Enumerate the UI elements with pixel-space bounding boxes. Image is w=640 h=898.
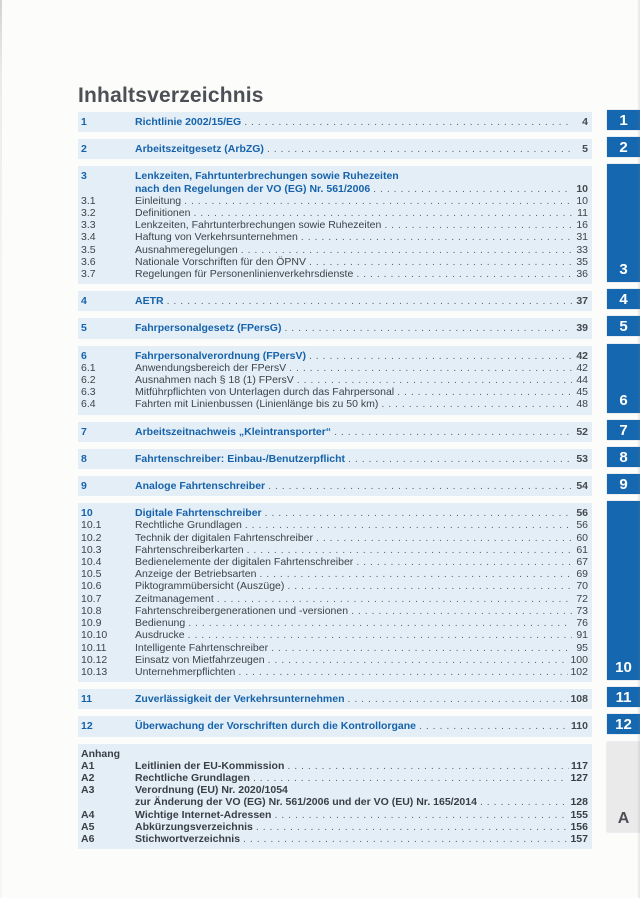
toc-entry [78, 195, 588, 207]
thumb-tab-4: 4 [607, 289, 640, 309]
toc-entry-number: 6 [81, 349, 87, 362]
toc-entry-number: 10.11 [81, 641, 107, 654]
toc-entry [78, 322, 588, 334]
toc-entry-page-number: 33 [576, 243, 588, 256]
toc-entry-page-number: 69 [576, 568, 588, 581]
toc-entry-page-number: 44 [576, 374, 588, 387]
toc-entry [78, 629, 588, 641]
toc-entry-line [135, 231, 588, 243]
toc-entry-title: Ausnahmen nach § 18 (1) FPersV [135, 374, 294, 387]
toc-entry [78, 593, 588, 605]
thumb-tab-6: 6 [607, 344, 640, 413]
toc-entry [78, 760, 588, 772]
toc-entry-page-number: 56 [576, 519, 588, 532]
dot-leader [287, 760, 569, 772]
toc-entry [78, 617, 588, 629]
toc-entry-page-number: 128 [570, 796, 588, 809]
toc-entry-line [135, 183, 588, 195]
toc-entry-page-number: 16 [576, 219, 588, 232]
toc-entry-title: Wichtige Internet-Adressen [135, 808, 272, 821]
toc-entry [78, 784, 588, 808]
toc-entry-line [135, 244, 588, 256]
toc-entry-line [135, 720, 588, 732]
toc-entry-line [135, 519, 588, 531]
toc-entry-page-number: 5 [582, 143, 588, 156]
toc-entry-number: A6 [81, 832, 95, 845]
toc-block-5 [78, 318, 592, 338]
dot-leader [268, 654, 569, 666]
toc-entry-line [135, 507, 588, 519]
toc-entry-number: 10.13 [81, 665, 108, 678]
toc-entry [78, 398, 588, 410]
toc-entry-number: 3.2 [81, 207, 96, 220]
toc-entry-line [135, 116, 588, 128]
toc-entry [78, 654, 588, 666]
toc-entry-title: Fahrtenschreiberkarten [135, 543, 244, 556]
thumb-tab-3: 3 [607, 164, 640, 282]
toc-entry-number: 11 [81, 693, 93, 706]
toc-entry-title: Nationale Vorschriften für den ÖPNV [135, 255, 307, 268]
toc-entry-number: 6.4 [81, 398, 96, 411]
toc-entry-page-number: 156 [570, 820, 588, 833]
thumb-tab-10: 10 [607, 501, 640, 680]
dot-leader [267, 143, 572, 155]
toc-block-4 [78, 291, 592, 311]
toc-entry-line [135, 374, 588, 386]
toc-entry-line [135, 295, 588, 307]
toc-entry-title: Fahrpersonalverordnung (FPersV) [135, 349, 306, 362]
toc-entry-number: 6.2 [81, 374, 96, 387]
toc-block-A [78, 744, 592, 850]
toc-entry-title: Anwendungsbereich der FPersV [135, 361, 287, 374]
toc-entry-line [135, 772, 588, 784]
toc-entry-line [135, 532, 588, 544]
dot-leader [334, 426, 572, 438]
toc-entry-page-number: 10 [576, 182, 588, 195]
thumb-tab-11: 11 [607, 687, 640, 707]
toc-entry-title: nach den Regelungen der VO (EG) Nr. 561/2006 [135, 182, 371, 195]
toc-entry-line [135, 617, 588, 629]
toc-block-9 [78, 476, 592, 496]
toc-entry-line [135, 256, 588, 268]
toc-section-label [78, 748, 588, 760]
toc-entry [78, 693, 588, 705]
toc-entry-number: 3 [81, 170, 87, 183]
toc-entry-title: Lenkzeiten, Fahrtunterbrechungen sowie Ruhezeiten [135, 219, 382, 232]
toc-entry-title: Bedienung [135, 617, 186, 630]
toc-entry-title: Unternehmerpflichten [135, 665, 236, 678]
toc-entry-number: 10.4 [81, 556, 102, 569]
toc-entry-number: 2 [81, 143, 87, 156]
toc-entry-title: Haftung von Verkehrsunternehmen [135, 231, 298, 244]
toc-block-1 [78, 112, 592, 132]
dot-leader [265, 507, 572, 519]
toc-entry [78, 833, 588, 845]
dot-leader [351, 605, 572, 617]
toc-entry-line [135, 350, 588, 362]
thumb-tab-8: 8 [607, 447, 640, 467]
toc-entry-line [135, 207, 588, 219]
dot-leader [245, 519, 572, 531]
dot-leader [301, 231, 572, 243]
toc-entry-title: Fahrtenschreiber: Einbau-/Benutzerpflicht [135, 452, 346, 465]
toc-entry-line [135, 544, 588, 556]
toc-entry-page-number: 31 [576, 231, 588, 244]
toc-entry-page-number: 108 [570, 693, 588, 706]
toc-entry-page-number: 155 [570, 808, 588, 821]
toc-entry-title: Einleitung [135, 194, 182, 207]
toc-entry-title: Rechtliche Grundlagen [135, 771, 250, 784]
toc-entry [78, 568, 588, 580]
toc-entry-line [135, 480, 588, 492]
toc-entry-title: Richtlinie 2002/15/EG [135, 116, 242, 128]
toc-entry-title: Zuverlässigkeit der Verkehrsunternehmen [135, 693, 345, 706]
dot-leader [274, 809, 568, 821]
toc-entry-number: A3 [81, 784, 95, 797]
toc-entry-title: Anzeige der Betriebsarten [135, 568, 257, 581]
toc-entry-page-number: 127 [570, 771, 588, 784]
toc-entry-number: 4 [81, 295, 87, 308]
toc-entry [78, 244, 588, 256]
toc-entry [78, 207, 588, 219]
thumb-tab-1: 1 [607, 110, 640, 130]
toc-entry-line [135, 642, 588, 654]
dot-leader [244, 116, 572, 128]
toc-entry [78, 170, 588, 194]
thumb-tab-7: 7 [607, 420, 640, 440]
dot-leader [167, 295, 572, 307]
dot-leader [289, 362, 572, 374]
dot-leader [247, 544, 572, 556]
toc-entry-line [135, 784, 588, 796]
toc-entry-line [135, 760, 588, 772]
dot-leader [284, 322, 572, 334]
toc-entry-title: Rechtliche Grundlagen [135, 519, 242, 532]
toc-entry-page-number: 37 [576, 295, 588, 308]
toc-entry-line [135, 666, 588, 678]
toc-entry [78, 821, 588, 833]
toc-entry-title: Leitlinien der EU-Kommission [135, 759, 285, 772]
thumb-tab-9: 9 [607, 474, 640, 494]
toc-entry-line [135, 268, 588, 280]
toc-entry-title: Fahrtenschreibergenerationen und -versionen [135, 604, 349, 617]
toc-entry [78, 295, 588, 307]
toc-entry-title: Regelungen für Personenlinienverkehrsdienste [135, 268, 354, 281]
toc-entry-page-number: 42 [576, 349, 588, 362]
toc-entry-title: Ausnahmeregelungen [135, 243, 238, 256]
toc-entry [78, 362, 588, 374]
toc-block-3 [78, 166, 592, 284]
toc-entry-page-number: 48 [576, 398, 588, 411]
toc-entry-line [135, 821, 588, 833]
toc-entry-line [135, 143, 588, 155]
dot-leader [384, 219, 572, 231]
toc-entry-number: 3.1 [81, 194, 96, 207]
toc-entry-line [135, 219, 588, 231]
toc-block-12 [78, 716, 592, 736]
toc-entry-number: 3.4 [81, 231, 96, 244]
toc-entry-title: Fahrpersonalgesetz (FPersG) [135, 322, 282, 335]
toc-entry [78, 480, 588, 492]
toc-entry [78, 532, 588, 544]
toc [78, 112, 592, 856]
toc-entry-number: 12 [81, 720, 93, 733]
dot-leader [356, 556, 572, 568]
toc-entry-line [135, 796, 588, 808]
dot-leader [419, 720, 569, 732]
toc-entry-line [135, 693, 588, 705]
toc-entry-page-number: 95 [576, 641, 588, 654]
toc-entry-number: 10.9 [81, 617, 102, 630]
toc-entry [78, 772, 588, 784]
toc-block-10 [78, 503, 592, 682]
toc-entry [78, 642, 588, 654]
toc-entry-line [135, 426, 588, 438]
dot-leader [309, 256, 572, 268]
toc-entry-page-number: 61 [576, 543, 588, 556]
toc-entry-line [135, 809, 588, 821]
toc-entry [78, 256, 588, 268]
toc-entry-page-number: 35 [576, 255, 588, 268]
toc-entry-title: Analoge Fahrtenschreiber [135, 480, 266, 493]
toc-entry-page-number: 73 [576, 604, 588, 617]
toc-entry-number: 10.6 [81, 580, 102, 593]
toc-entry-number: A4 [81, 808, 95, 821]
toc-entry-page-number: 4 [582, 116, 588, 128]
toc-entry-page-number: 67 [576, 556, 588, 569]
toc-entry [78, 809, 588, 821]
toc-entry-number: 3.5 [81, 243, 96, 256]
dot-leader [217, 593, 572, 605]
toc-entry-number: 3.6 [81, 255, 96, 268]
thumb-tab-A: A [607, 742, 640, 832]
dot-leader [259, 568, 572, 580]
toc-entry-title: Bedienelemente der digitalen Fahrtenschreiber [135, 556, 354, 569]
toc-entry [78, 231, 588, 243]
toc-entry-page-number: 10 [576, 194, 588, 207]
toc-entry [78, 219, 588, 231]
toc-block-6 [78, 346, 592, 415]
dot-leader [256, 821, 569, 833]
toc-entry-title: Piktogrammübersicht (Auszüge) [135, 580, 285, 593]
toc-entry-number: 10.3 [81, 543, 102, 556]
toc-entry-title: Lenkzeiten, Fahrtunterbrechungen sowie Ruhezeiten [135, 170, 399, 183]
toc-block-8 [78, 449, 592, 469]
toc-entry-page-number: 11 [577, 207, 588, 220]
toc-entry-title: Mitführpflichten von Unterlagen durch das Fahrpersonal [135, 386, 395, 399]
toc-entry-page-number: 72 [576, 592, 588, 605]
thumb-tab-2: 2 [607, 137, 640, 157]
toc-entry-line [135, 322, 588, 334]
toc-entry-page-number: 70 [576, 580, 588, 593]
dot-leader [184, 195, 572, 207]
toc-entry [78, 580, 588, 592]
toc-entry-title: Einsatz von Mietfahrzeugen [135, 653, 265, 666]
dot-leader [309, 350, 572, 362]
toc-entry-page-number: 117 [571, 759, 588, 772]
toc-entry [78, 386, 588, 398]
toc-entry-page-number: 45 [576, 386, 588, 399]
dot-leader [271, 642, 572, 654]
dot-leader [188, 629, 572, 641]
toc-entry [78, 519, 588, 531]
toc-entry-number: A2 [81, 771, 95, 784]
toc-entry-line [135, 556, 588, 568]
toc-entry-title: AETR [135, 295, 164, 308]
toc-entry-page-number: 91 [576, 629, 588, 642]
toc-entry-line [135, 453, 588, 465]
toc-entry-number: 10.5 [81, 568, 102, 581]
toc-entry-number: 10 [81, 507, 93, 520]
toc-entry-number: 9 [81, 480, 87, 493]
toc-entry-page-number: 39 [576, 322, 588, 335]
dot-leader [241, 244, 572, 256]
toc-block-2 [78, 139, 592, 159]
toc-entry-line [135, 386, 588, 398]
toc-entry-title: Digitale Fahrtenschreiber [135, 507, 262, 520]
toc-entry-line [135, 580, 588, 592]
toc-entry-title: Ausdrucke [135, 629, 185, 642]
toc-entry-title: Technik der digitalen Fahrtenschreiber [135, 531, 314, 544]
toc-entry-number: 10.8 [81, 604, 102, 617]
toc-entry-number: 10.2 [81, 531, 102, 544]
toc-entry-line [135, 362, 588, 374]
toc-block-7 [78, 422, 592, 442]
thumb-tab-5: 5 [607, 316, 640, 336]
dot-leader [268, 480, 572, 492]
toc-entry-number: A1 [81, 759, 95, 772]
toc-entry-line [135, 170, 588, 182]
toc-entry-number: 10.1 [81, 519, 102, 532]
toc-entry-line [135, 593, 588, 605]
toc-entry-title: Fahrten mit Linienbussen (Linienlänge bis zu 50 km) [135, 398, 379, 411]
toc-entry-number: 3.3 [81, 219, 96, 232]
toc-entry-title: Intelligente Fahrtenschreiber [135, 641, 269, 654]
toc-entry-number: 10.10 [81, 629, 108, 642]
dot-leader [253, 772, 569, 784]
toc-entry-line [135, 605, 588, 617]
toc-entry-page-number: 76 [576, 617, 588, 630]
toc-entry-number: 8 [81, 452, 87, 465]
toc-entry-page-number: 102 [570, 665, 588, 678]
toc-entry-page-number: 53 [576, 452, 588, 465]
dot-leader [381, 398, 572, 410]
dot-leader [480, 796, 569, 808]
toc-entry [78, 544, 588, 556]
toc-entry-number: 10.7 [81, 592, 102, 605]
dot-leader [356, 268, 572, 280]
dot-leader [348, 693, 569, 705]
toc-entry-number: 6.1 [81, 361, 96, 374]
dot-leader [243, 833, 568, 845]
toc-entry-line [135, 629, 588, 641]
toc-entry-number: 3.7 [81, 268, 96, 281]
toc-entry-line [135, 654, 588, 666]
toc-entry-title: Zeitmanagement [135, 592, 214, 605]
toc-entry [78, 507, 588, 519]
toc-entry [78, 268, 588, 280]
thumb-tab-12: 12 [607, 714, 640, 734]
toc-entry [78, 720, 588, 732]
toc-entry-page-number: 60 [576, 531, 588, 544]
toc-entry [78, 116, 588, 128]
toc-entry-title: zur Änderung der VO (EG) Nr. 561/2006 und der VO (EU) Nr. 165/2014 [135, 796, 477, 809]
toc-entry [78, 556, 588, 568]
toc-entry-title: Stichwortverzeichnis [135, 832, 241, 845]
toc-entry-page-number: 52 [576, 425, 588, 438]
toc-entry [78, 453, 588, 465]
toc-entry-number: A5 [81, 820, 95, 833]
toc-entry-page-number: 56 [576, 507, 588, 520]
toc-entry-line [135, 195, 588, 207]
dot-leader [238, 666, 568, 678]
dot-leader [373, 183, 572, 195]
toc-entry-number: 6.3 [81, 386, 96, 399]
toc-entry-page-number: 36 [576, 268, 588, 281]
toc-entry-page-number: 157 [570, 832, 588, 845]
dot-leader [297, 374, 572, 386]
toc-entry-title: Überwachung der Vorschriften durch die Kontrollorgane [135, 720, 417, 733]
dot-leader [397, 386, 572, 398]
toc-entry-page-number: 54 [576, 480, 588, 493]
toc-entry-number: 1 [81, 116, 87, 128]
toc-entry-line [135, 398, 588, 410]
toc-entry-line [135, 568, 588, 580]
toc-entry-number: 5 [81, 322, 87, 335]
page-title: Inhaltsverzeichnis [78, 84, 264, 107]
toc-entry-number: 10.12 [81, 653, 108, 666]
toc-entry-page-number: 42 [576, 361, 588, 374]
toc-entry [78, 605, 588, 617]
toc-block-11 [78, 689, 592, 709]
dot-leader [193, 207, 572, 219]
dot-leader [188, 617, 572, 629]
toc-entry [78, 350, 588, 362]
toc-entry [78, 143, 588, 155]
toc-entry [78, 666, 588, 678]
toc-entry-page-number: 100 [570, 653, 588, 666]
dot-leader [287, 580, 572, 592]
toc-entry-number: 7 [81, 425, 87, 438]
dot-leader [348, 453, 572, 465]
toc-entry-title: Verordnung (EU) Nr. 2020/1054 [135, 784, 288, 797]
toc-entry-title: Arbeitszeitnachweis „Kleintransporter“ [135, 425, 332, 438]
toc-entry [78, 426, 588, 438]
thumb-tab-column [607, 0, 640, 898]
toc-entry-title: Abkürzungsverzeichnis [135, 820, 253, 833]
toc-entry-title: Arbeitszeitgesetz (ArbZG) [135, 143, 264, 156]
toc-entry-line [135, 833, 588, 845]
toc-entry-page-number: 110 [571, 720, 588, 733]
toc-entry-title: Definitionen [135, 207, 191, 220]
dot-leader [316, 532, 572, 544]
toc-entry-number: Anhang [81, 747, 121, 760]
toc-entry [78, 374, 588, 386]
